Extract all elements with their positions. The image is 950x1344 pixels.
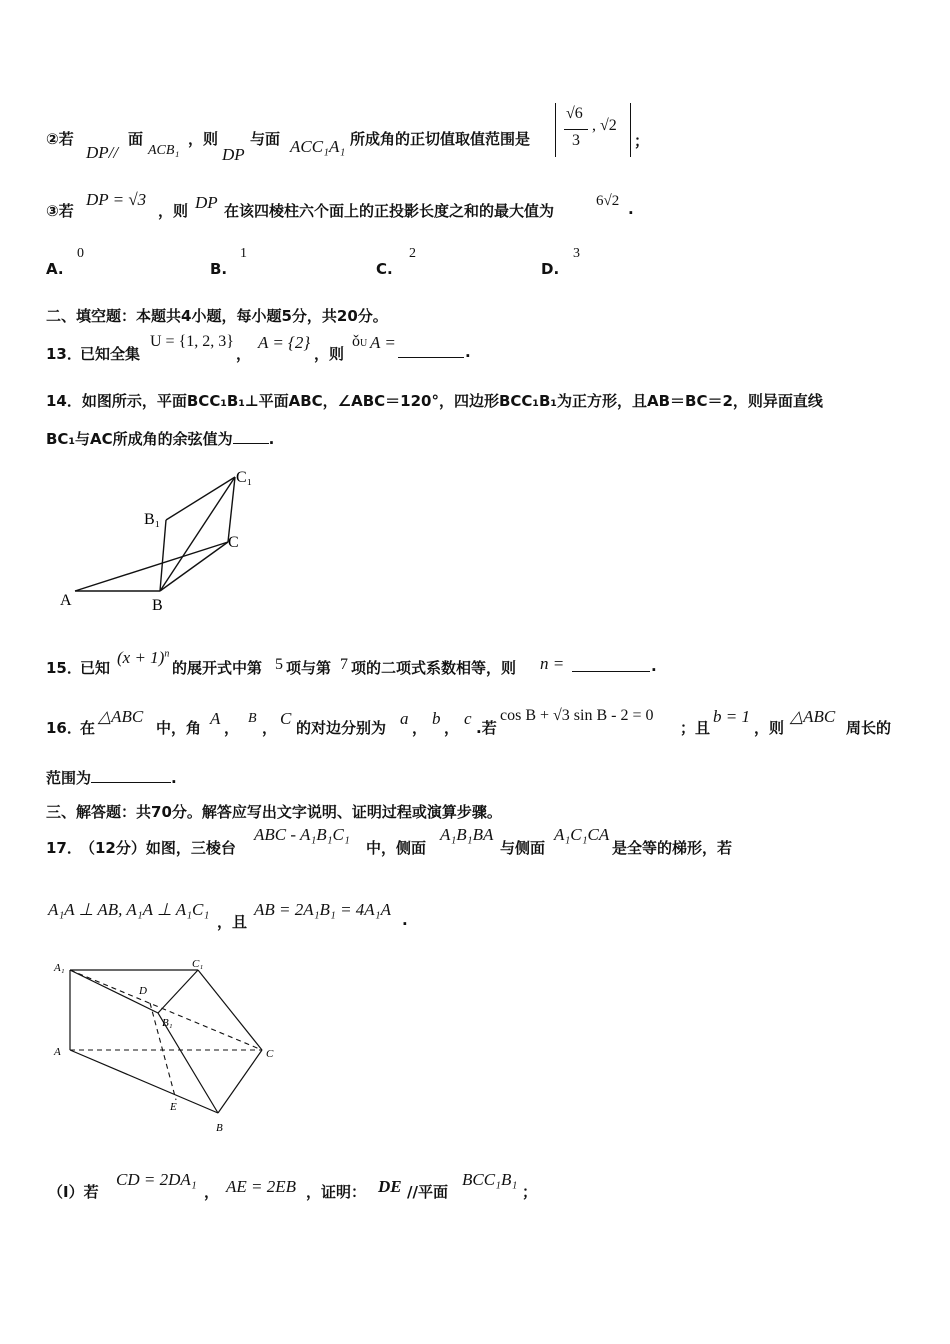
choice-a-value: 0 — [77, 246, 84, 261]
q13-number: 13． — [46, 345, 82, 363]
q17-number: 17． — [46, 839, 82, 857]
q13-universal-set: U = {1, 2, 3} — [150, 333, 234, 350]
q13-set-a: A = {2} — [258, 333, 311, 352]
part-1-plane: BCC₁B₁ — [462, 1170, 518, 1189]
q16-number: 16． — [46, 719, 82, 737]
q17-condition: A₁A ⊥ AB, A₁A ⊥ A₁C₁ — [48, 900, 210, 919]
label-b: B — [216, 1122, 223, 1134]
choice-d-value: 3 — [573, 246, 580, 261]
edge-bb1 — [160, 520, 166, 591]
label-a: A — [60, 592, 72, 609]
q15-number: 15． — [46, 659, 82, 677]
edge-ab — [70, 1050, 218, 1113]
edge-bc1 — [160, 477, 235, 591]
label-c1: C₁ — [192, 958, 204, 970]
part-1-ae: AE = 2EB — [226, 1177, 297, 1196]
label-c1: C₁ — [236, 469, 253, 486]
edge-c1c — [198, 970, 262, 1050]
part-1-label: （I）若 — [48, 1183, 99, 1201]
range-right: √2 — [600, 117, 617, 134]
choice-c-value: 2 — [409, 246, 416, 261]
edge-b1c1 — [158, 970, 198, 1013]
q14-line-2: BC₁与AC所成角的余弦值为 . — [46, 430, 275, 448]
section-3-heading: 三、解答题：共70分。解答应写出文字说明、证明过程或演算步骤。 — [46, 803, 502, 821]
q14-answer-blank[interactable] — [233, 429, 269, 444]
edge-a1c-hidden — [70, 970, 262, 1050]
item-2-range-bracket: √6 3 , √2 — [555, 103, 631, 157]
label-b1: B₁ — [162, 1017, 173, 1029]
item-2-number: ② — [46, 130, 59, 148]
item-3-line: ③若 — [46, 202, 74, 220]
item-2-dp: DP// — [86, 143, 119, 162]
item-3-value: 6√2 — [596, 193, 620, 209]
part-1-cd: CD = 2DA₁ — [116, 1170, 197, 1189]
label-a1: A₁ — [54, 962, 65, 974]
choice-a-letter: A. — [46, 260, 64, 278]
range-numerator: √6 — [566, 105, 583, 122]
label-c: C — [228, 534, 239, 551]
choice-b-value: 1 — [240, 246, 247, 261]
edge-bc — [160, 542, 228, 591]
range-denominator: 3 — [572, 132, 580, 149]
q14-line-1: 14．如图所示，平面BCC₁B₁⊥平面ABC，∠ABC＝120°，四边形BCC₁B₁为正方形，且AB＝BC＝2，则异面直线 — [46, 392, 823, 410]
figure-14 — [50, 460, 270, 620]
label-d: D — [139, 985, 147, 997]
edge-ac — [75, 542, 228, 591]
choice-b-letter: B. — [210, 260, 228, 278]
q13-complement: ǒU — [352, 333, 368, 350]
q17-condition-2: AB = 2A₁B₁ = 4A₁A — [254, 900, 391, 919]
edge-b1c1 — [166, 477, 235, 520]
q17-frustum: ABC - A₁B₁C₁ — [254, 825, 350, 844]
label-c: C — [266, 1048, 274, 1060]
item-2-plane-acb1: ACB₁ — [148, 143, 180, 158]
label-a: A — [54, 1046, 61, 1058]
q16-line-2: 范围为 . — [46, 769, 177, 787]
q15-answer-blank[interactable] — [572, 657, 650, 672]
label-b1: B₁ — [144, 511, 161, 528]
q15-expression: $(x + 1)^n$ — [117, 648, 170, 667]
q16-answer-blank[interactable] — [91, 768, 171, 783]
item-3-equation: DP = √3 — [86, 190, 147, 209]
label-e: E — [170, 1101, 177, 1113]
edge-bc — [218, 1050, 262, 1113]
choice-d-letter: D. — [541, 260, 560, 278]
item-3-number: ③ — [46, 202, 59, 220]
q16-equation: cos B + √3 sin B - 2 = 0 — [500, 707, 654, 724]
item-2-line: ②若 — [46, 130, 74, 148]
figure-17 — [50, 955, 290, 1140]
q13-answer-blank[interactable] — [398, 343, 464, 358]
item-2-plane-acc1a1: ACC₁A₁ — [290, 137, 346, 156]
label-b: B — [152, 597, 163, 614]
section-2-heading: 二、填空题：本题共4小题，每小题5分，共20分。 — [46, 307, 388, 325]
choice-c-letter: C. — [376, 260, 393, 278]
